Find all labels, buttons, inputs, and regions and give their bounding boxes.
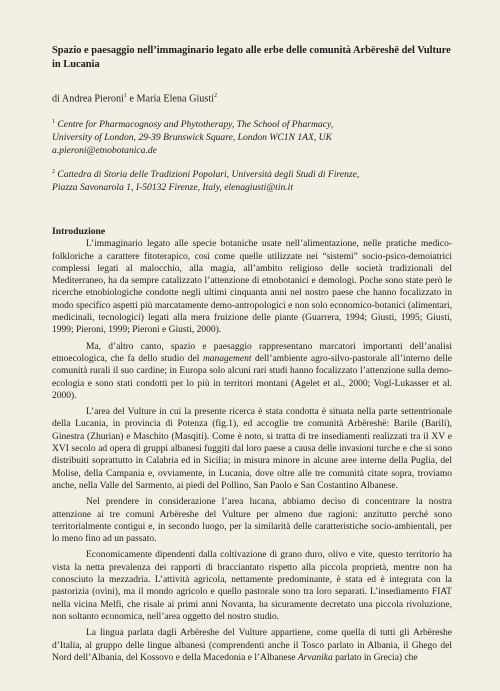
affiliation-1-marker: 1 bbox=[52, 119, 55, 125]
article-title: Spazio e paesaggio nell’immaginario legato alle erbe delle comunità Arbëreshë del Vulture in Lucania bbox=[52, 45, 451, 70]
author-footnote-1: 1 bbox=[123, 93, 127, 99]
affiliation-2-marker: 2 bbox=[52, 169, 55, 175]
affiliation-2-line-2: Piazza Savonarola 1, I-50132 Firenze, Italy, elenagiusti@tin.it bbox=[52, 182, 294, 194]
paragraph-4: Nel prendere in considerazione l’area lucana, abbiamo deciso di concentrare la nostra attenzione ai tre comuni Arbëreshe del Vulture per almeno due ragioni: anzitutto perché sono territorialmente contigui e, in secondo luogo, per la similarità delle caratteristiche socio-ambientali, per lo meno fino ad un passato. bbox=[52, 497, 452, 545]
paragraph-1: L’immaginario legato alle specie botaniche usate nell’alimentazione, nelle pratiche medico-folkloriche a carattere fitoterapico, così come quelle utilizzate nei “sistemi” socio-psico-demoiatrici complessi legati al malocchio, alla magia, all’ambito religioso delle società tradizionali del Mediterraneo, ha da sempre catalizzato l’attenzione di etnobotanici e demologi. Poche sono state però le ricerche etnobiologiche condotte negli ultimi cinquanta anni nel nostro paese che hanno focalizzato in modo specifico aspetti più marcatamente demo-antropologici e non solo economico-botanici (alimentari, medicinali, tecnologici) legati alla mera fruizione delle piante (Guarrera, 1994; Giusti, 1995; Giusti, 1999; Pieroni, 1999; Pieroni e Giusti, 2000). bbox=[52, 239, 452, 336]
author-footnote-2: 2 bbox=[214, 93, 218, 99]
affiliation-2-line-1: Cattedra di Storia delle Tradizioni Popolari, Università degli Studi di Firenze, bbox=[57, 169, 360, 181]
paragraph-6: La lingua parlata dagli Arbëreshe del Vulture appartiene, come quella di tutti gli Arbëreshe d’Italia, al gruppo delle lingue albanesi (comprendenti anche il Tosco parlato in Albania, il Ghego del Nord dell’Albania, del Kossovo e della Macedonia e l’Albanese Arvanika parlato in Grecia) che bbox=[52, 628, 452, 663]
italic-term-management: management bbox=[202, 353, 252, 364]
affiliation-1-line-2: University of London, 29-39 Brunswick Square, London WC1N 1AX, UK bbox=[52, 132, 332, 144]
author-line bbox=[52, 90, 217, 105]
affiliation-1 bbox=[52, 116, 462, 157]
paragraph-3: L’area del Vulture in cui la presente ricerca è stata condotta è situata nella parte settentrionale della Lucania, in provincia di Potenza (fig.1), ed accoglie tre comunità Arbëreshë: Barile (Barili), Ginestra (Zhurian) e Maschito (Masqiti). Come è noto, si tratta di tre insediamenti realizzati tra il XV e XVI secolo ad opera di gruppi albanesi fuggiti dal loro paese a causa delle invasioni turche e che si sono distribuiti soprattutto in Calabria ed in Sicilia; in misura minore in alcune aree interne della Puglia, del Molise, della Campania e, ovviamente, in Lucania, dove oltre alle tre comunità citate sopra, troviamo anche, nella Valle del Sarmento, ai piedi del Pollino, San Paolo e San Costantino Albanese. bbox=[52, 407, 452, 491]
affiliation-1-line-1: Centre for Pharmacognosy and Phytotherapy, The School of Pharmacy, bbox=[57, 119, 334, 131]
italic-term-arvanika: Arvanika bbox=[297, 652, 333, 663]
affiliation-1-email: a.pieroni@etnobotanica.de bbox=[52, 145, 157, 157]
paragraph-5: Economicamente dipendenti dalla coltivazione di grano duro, olivo e vite, questo territorio ha vista la netta prevalenza dei rapporti di bracciantato rispetto alla piccola proprietà, mentre non ha conosciuto la mezzadria. L’attività agricola, nettamente predominante, è stata ed è integrata con la pastorizia (ovini), ma il mondo agricolo e quello pastorale sono tra loro separati. L’insediamento FIAT nella vicina Melfi, che risale ai primi anni Novanta, ha sicuramente decretato una piccola rivoluzione, non soltanto economica, nell’area oggetto del nostro studio. bbox=[52, 550, 452, 622]
paragraph-2: Ma, d’altro canto, spazio e paesaggio rappresentano marcatori importanti dell’analisi etnoecologica, che fa dello studio del management dell’ambiente agro-silvo-pastorale all’interno delle comunità rurali il suo cardine; in Europa solo alcuni rari studi hanno focalizzato l’attenzione sulla demo-ecologia e sono stati condotti per lo più in territori montani (Agelet et al., 2000; Vogl-Lukasser et al. 2000). bbox=[52, 341, 452, 401]
section-heading-introduzione: Introduzione bbox=[52, 226, 106, 237]
affiliation-2 bbox=[52, 166, 462, 194]
article-body bbox=[52, 226, 452, 664]
author-pieroni: di Andrea Pieroni bbox=[52, 93, 124, 105]
author-giusti: e Maria Elena Giusti bbox=[126, 93, 215, 105]
